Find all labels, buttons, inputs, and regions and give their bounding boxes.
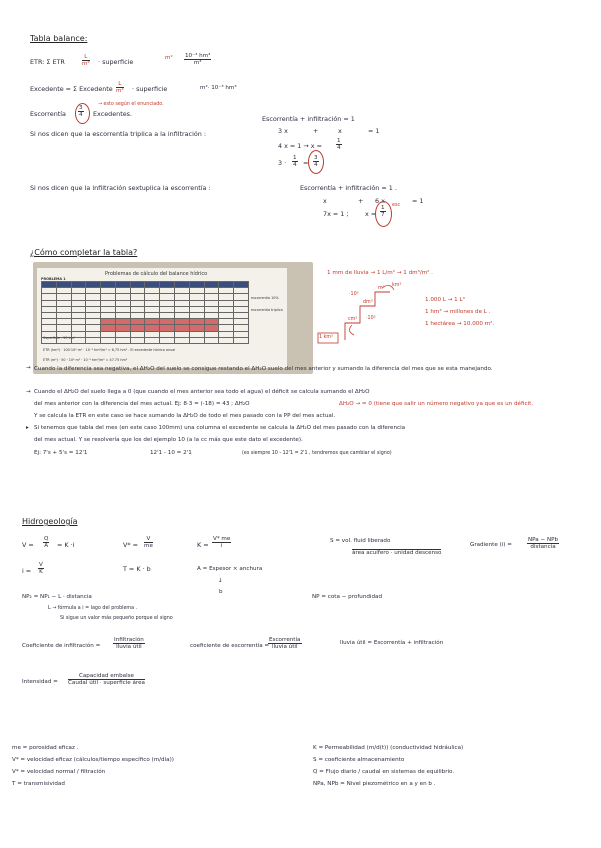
formula-np2-note-2: Si sigue un valor más pequeño porque el signo xyxy=(60,616,173,621)
question-sextuplica: Si nos dicen que la infiltración sextuplica la escorrentía : xyxy=(30,184,211,192)
bullet-excedente-b: del mes actual. Y se resolvería que los del ejemplo 10 (a la cc más que este dato el excedente). xyxy=(34,437,303,443)
conversion-litros: 1.000 L → 1 L³ xyxy=(425,297,465,303)
formula-np: NP = cota − profundidad xyxy=(312,594,383,600)
formula-i-frac: $\frac{V}{K}$ xyxy=(39,562,43,575)
formula-v-lhs: V = xyxy=(22,541,34,549)
staircase-label-6: 1 km³ xyxy=(319,335,333,340)
legend-np: NPa, NPb = Nivel piezométrico en a y en b . xyxy=(313,781,436,787)
triplica-eq-2c: x xyxy=(338,127,342,135)
formula-np2: NP₂ = NP₁ − L · distancia xyxy=(22,594,92,600)
staircase-label-4: cm³ xyxy=(348,317,358,322)
table-photo-line-1: ETR (hm³) · 100·10⁶ m² · 10⁻³ hm³/m³ = 6,75 hm³ . El excedente hídrico anual xyxy=(43,348,176,352)
excedente-formula-mid: · superficie xyxy=(132,85,168,93)
formula-vstar-frac: $\frac{V}{me}$ xyxy=(144,536,153,549)
triplica-eq-2d: = 1 xyxy=(368,127,380,135)
formula-t: T = K · b xyxy=(123,565,151,573)
sextuplica-eq-1: Escorrentía + infiltración = 1 . xyxy=(300,184,397,192)
bullet-deficit-a: Cuando el ΔH₂O del suelo llega a 0 (que cuando el mes anterior sea todo el agua) el déficit se calcula sumando el ΔH₂O xyxy=(34,389,370,395)
coef-escorrentia-frac: Escorrentía lluvia útil xyxy=(269,637,301,650)
table-photo-superficie: Superficie : 50 km² xyxy=(43,336,76,340)
table-photo-title: Problemas de cálculo del balance hídrico xyxy=(105,271,208,277)
excedente-unit: m²· 10⁻³ hm³ xyxy=(200,85,237,91)
sextuplica-eq-3-frac: $\frac{1}{7}$ xyxy=(381,205,385,218)
bullet-excedente-e: (es siempre 10 - 12'1 = 2'1 , tendremos que cambiar el signo) xyxy=(242,451,392,456)
table-photo-line-2: ETR (m²) · 50 · 10⁶ m² · 10⁻³ hm³/m³ = 47.75 hm³ xyxy=(43,358,128,362)
lluvia-util: lluvia útil = Escorrentía + infiltración xyxy=(340,640,444,646)
formula-vstar-lhs: V* = xyxy=(123,541,138,549)
bullet-3-arrow: ▸ xyxy=(26,425,29,431)
legend-v-normal: V* = velocidad normal / filtración xyxy=(12,769,106,775)
conversion-hm3: 1 hm³ → millones de L . xyxy=(425,309,491,315)
staircase-label-1: ·10³ xyxy=(349,292,359,297)
coef-infiltracion-frac: Infiltración lluvia útil xyxy=(114,637,144,650)
etr-conversion: $\frac{\text{10⁻³ hm³}}{\text{m³}}$ xyxy=(185,53,211,66)
triplica-eq-4b: = xyxy=(303,159,309,167)
formula-a: A = Espesor × anchura xyxy=(197,566,263,572)
bullet-deficit-c: ΔH₂O → = 0 (tiene que salir un número negativo ya que es un déficit. xyxy=(339,401,534,407)
legend-q: Q = Flujo diario / caudal en sistemas de equilibrio. xyxy=(313,769,455,775)
section-title-tabla: ¿Cómo completar la tabla? xyxy=(30,248,138,257)
sextuplica-eq-3a: 7x = 1 ; xyxy=(323,210,349,218)
staircase-label-3: dm³ xyxy=(363,300,373,305)
bullet-deficit-b: del mes anterior con la diferencia del mes actual. Ej: 8·3 = (-18) = 43 ; ΔH₂O xyxy=(34,401,250,407)
escorrentia-label: Escorrentía xyxy=(30,110,66,118)
etr-fraction: $\frac{L}{\text{m²}}$ xyxy=(82,54,90,67)
staircase-label-5: ·10³ xyxy=(366,316,376,321)
formula-v-rhs: = K ·i xyxy=(57,541,75,549)
staircase-arrow-down xyxy=(349,325,354,335)
triplica-eq-2a: 3 x xyxy=(278,127,288,135)
section-title-balance: Tabla balance: xyxy=(30,34,88,43)
bullet-negative-diff: Cuando la diferencia sea negativa, el ΔH₂O del suelo se consigue restando el ΔH₂O suelo del mes anterior y sumando la diferencia del mes que se esta manejando. xyxy=(34,366,493,372)
excedente-formula-prefix: Excedente = Σ Excedente xyxy=(30,85,113,93)
triplica-eq-3-frac: $\frac{1}{4}$ xyxy=(337,138,341,151)
sextuplica-tag: esc xyxy=(392,203,401,208)
bullet-1-arrow: → xyxy=(26,365,31,371)
sextuplica-eq-2c: 6 x xyxy=(375,197,385,205)
legend-k: K = Permeabilidad (m/d(t)) (conductividad hidráulica) xyxy=(313,745,464,751)
bullet-deficit-d: Y se calcula la ETR en este caso se hace sumando la ΔH₂O de todo el mes pasado con la PP del mes actual. xyxy=(34,413,336,419)
formula-k-lhs: K = xyxy=(197,541,209,549)
conversion-mm-lluvia: 1 mm de lluvia → 1 L/m² → 1 dm³/m² . xyxy=(327,270,433,276)
legend-t: T = transmisividad xyxy=(12,781,65,787)
triplica-eq-1: Escorrentía + infiltración = 1 xyxy=(262,115,355,123)
formula-a-arrow: ↓ xyxy=(218,578,223,584)
intensidad-frac: Capacidad embalse Caudal útil · superficie área xyxy=(68,673,145,686)
conversion-hectarea: 1 hectárea → 10.000 m². xyxy=(425,321,495,327)
formula-s-lhs: S = vol. fluid liberado xyxy=(330,538,391,544)
etr-formula-mid: · superficie xyxy=(98,58,134,66)
staircase-label-7: km³ xyxy=(392,283,402,288)
triplica-eq-4c-frac: $\frac{3}{4}$ xyxy=(314,155,318,168)
bullet-2-arrow: → xyxy=(26,389,31,395)
triplica-eq-3: 4 x = 1 → x = xyxy=(278,142,322,150)
triplica-eq-4-frac: $\frac{1}{4}$ xyxy=(293,155,297,168)
table-photo-header: PROBLEMA 1 xyxy=(41,277,66,281)
bullet-excedente-c: Ej: 7's + 5's = 12'1 xyxy=(34,450,88,456)
formula-i-lhs: i = xyxy=(22,567,32,575)
question-triplica: Si nos dicen que la escorrentía triplica a la infiltración : xyxy=(30,130,206,138)
coef-escorrentia-lhs: coeficiente de escorrentía = xyxy=(190,643,270,649)
formula-gradiente-frac: NPa − NPb distancia xyxy=(528,537,559,550)
staircase-label-2: m³ xyxy=(378,286,385,291)
formula-s-den: área acuífero · unidad descenso xyxy=(352,550,442,556)
section-title-hidrogeologia: Hidrogeología xyxy=(22,517,78,526)
bullet-excedente-a: Si tenemos que tabla del mes (en este caso 100mm) una columna el excedente se calcula la ΔH₂O del mes pasado con la diferencia xyxy=(34,425,406,431)
sextuplica-eq-2a: x xyxy=(323,197,327,205)
legend-s: S = coeficiente almacenamiento xyxy=(313,757,405,763)
formula-gradiente-lhs: Gradiente (i) = xyxy=(470,542,512,548)
etr-formula-prefix: ETR: Σ ETR xyxy=(30,58,65,66)
formula-a-b: b xyxy=(219,589,223,595)
escorrentia-fraction: $\frac{3}{4}$ xyxy=(79,105,83,118)
triplica-eq-4a: 3 · xyxy=(278,159,287,167)
legend-vstar-eficaz: V* = velocidad eficaz (cálculos/tiempo específico (m/día)) xyxy=(12,757,174,763)
intensidad-lhs: Intensidad = xyxy=(22,679,58,685)
formula-np2-note-1: L → fórmula a i = lago del problema . xyxy=(48,606,138,611)
bullet-excedente-d: 12'1 - 10 = 2'1 xyxy=(150,450,192,456)
formula-v-frac: $\frac{Q}{A}$ xyxy=(44,536,49,549)
formula-k-frac: $\frac{V* me}{i}$ xyxy=(213,536,231,549)
table-photo-side-1: escorrentía 10% xyxy=(251,296,279,300)
coef-infiltracion-lhs: Coeficiente de infiltración = xyxy=(22,643,101,649)
escorrentia-after: Excedentes. xyxy=(93,110,132,118)
excedente-fraction: $\frac{L}{\text{m²}}$ xyxy=(116,81,124,94)
triplica-eq-2b: + xyxy=(313,127,319,135)
etr-unit: m² xyxy=(165,55,173,61)
sextuplica-eq-2d: = 1 xyxy=(412,197,424,205)
legend-me: me = porosidad eficaz . xyxy=(12,745,79,751)
sextuplica-eq-2b: + xyxy=(358,197,364,205)
table-photo-side-2: escorrentía triplica xyxy=(251,308,283,312)
escorrentia-note: → esto según el enunciado. xyxy=(98,102,164,107)
sextuplica-eq-3b: x = xyxy=(365,210,377,218)
